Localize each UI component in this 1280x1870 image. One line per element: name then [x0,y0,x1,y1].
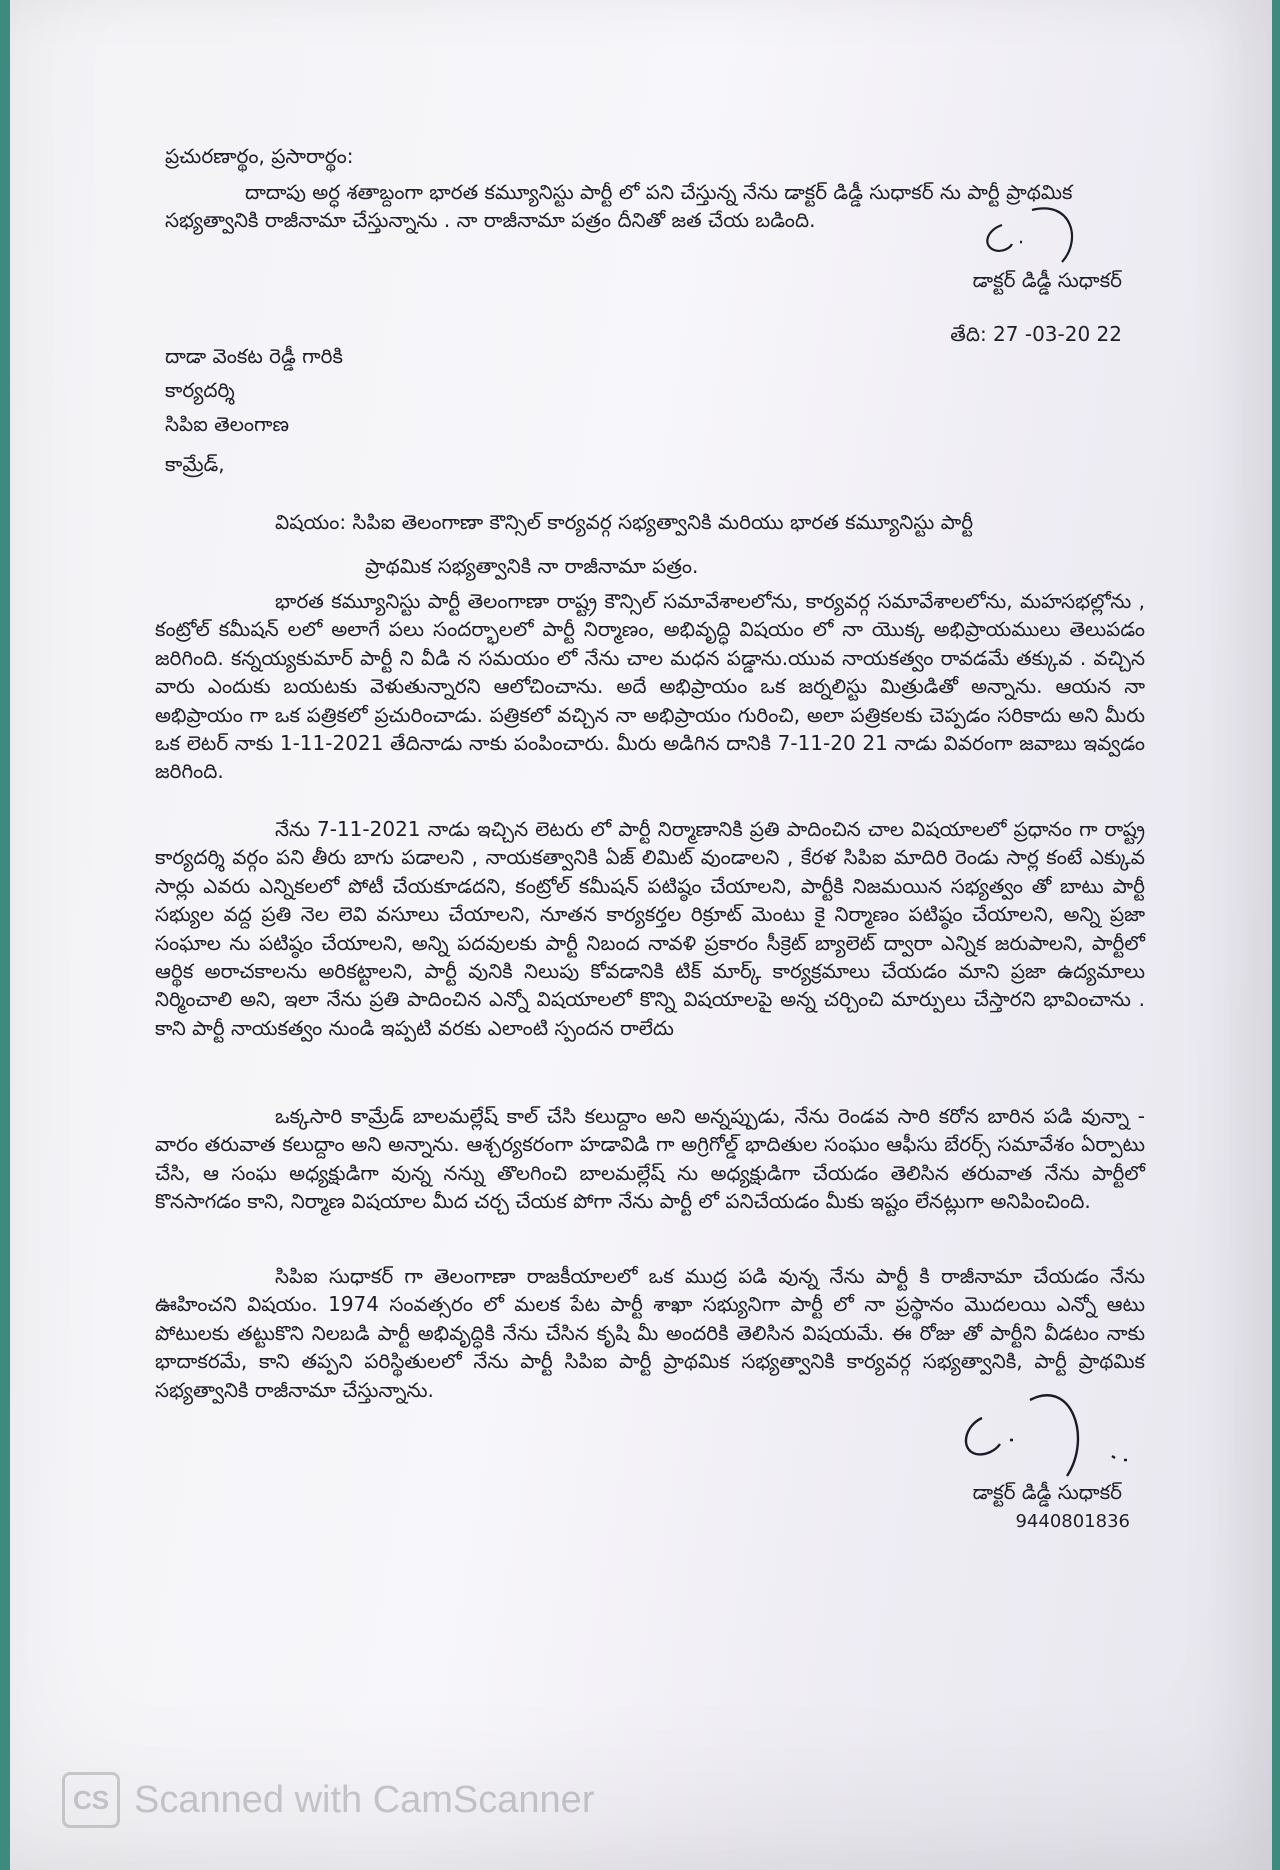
subject-line-1: విషయం: సిపిఐ తెలంగాణా కౌన్సిల్ కార్యవర్గ సభ్యత్వానికి మరియు భారత కమ్యూనిస్టు పార్టీ [275,510,974,534]
body-paragraph: భారత కమ్యూనిస్టు పార్టీ తెలంగాణా రాష్ట్ర కౌన్సిల్ సమావేశాలలోను, కార్యవర్గ సమావేశాలలోను, మహసభల్లోను , కంట్రోల్ కమీషన్ లలో అలాగే పలు సందర్భాలలో పార్టీ నిర్మాణం, అభివృద్ధి విషయం లో నా యొక్క అభిప్రాయములు తెలుపడం జరిగింది. కన్నయ్యకుమార్ పార్టీ ని వీడి న సమయం లో నేను చాల మధన పడ్డాను.యువ నాయకత్వం రావడమే తక్కువ . వచ్చిన వారు ఎందుకు బయటకు వెళుతున్నారని ఆలోచించాను. అదే అభిప్రాయం ఒక జర్నలిస్టు మిత్రుడితో అన్నాను. ఆయన నా అభిప్రాయం గా ఒక పత్రికలో ప్రచురించాడు. పత్రికలో వచ్చిన నా అభిప్రాయం గురించి, అలా పత్రికలకు చెప్పడం సరికాదు అని మీరు ఒక లెటర్ నాకు 1-11-2021 తేదినాడు నాకు పంపించారు. మీరు అడిగిన దానికి 7-11-20 21 నాడు వివరంగా జవాబు ఇవ్వడం జరిగింది. [155,589,1145,784]
subject-line-2: ప్రాథమిక సభ్యత్వానికి నా రాజీనామా పత్రం. [365,554,699,578]
signatory-name-bottom: డాక్టర్ డిడ్డీ సుధాకర్ [972,1480,1122,1504]
recipient-address [165,342,343,444]
signature-bottom [942,1378,1142,1488]
body-paragraph: సిపిఐ సుధాకర్ గా తెలంగాణా రాజకీయాలలో ఒక ముద్ర పడి వున్న నేను పార్టీ కి రాజీనామా చేయడం నేను ఊహించని విషయం. 1974 సంవత్సరం లో మలక పేట పార్టీ శాఖా సభ్యునిగా పార్టీ లో నా ప్రస్థానం మొదలయి ఎన్నో ఆటు పోటులకు తట్టుకొని నిలబడి పార్టీ అభివృద్ధికి నేను చేసిన కృషి మీ అందరికి తెలిసిన విషయమే. ఈ రోజు తో పార్టీని వీడటం నాకు భాదాకరమే, కాని తప్పని పరిస్థితులలో నేను పార్టీ సిపిఐ పార్టీ ప్రాథమిక సభ్యత్వానికి కార్యవర్గ సభ్యత్వానికి, పార్టీ ప్రాథమిక సభ్యత్వానికి రాజీనామా చేస్తున్నాను. [155,1264,1145,1402]
watermark-text: Scanned with CamScanner [134,1778,595,1821]
signature-top [962,200,1112,270]
body-paragraph: ఒక్కసారి కామ్రేడ్ బాలమల్లేష్ కాల్ చేసి కలుద్దాం అని అన్నప్పుడు, నేను రెండవ సారి కరోన బారిన పడి వున్నా - వారం తరువాత కలుద్దాం అని అన్నాను. ఆశ్చర్యకరంగా హడావిడి గా అగ్రిగోల్డ్ భాదితుల సంఘం ఆఫీసు బేరర్స్ సమావేశం ఏర్పాటు చేసి, ఆ సంఘ అధ్యక్షుడిగా వున్న నన్ను తొలగించి బాలమల్లేష్ ను అధ్యక్షుడిగా చేయడం తెలిసిన తరువాత నేను పార్టీలో కొనసాగడం కాని, నిర్మాణ విషయాల మీద చర్చ చేయక పోగా నేను పార్టీ లో పనిచేయడం మీకు ఇష్టం లేనట్లుగా అనిపించింది. [155,1104,1145,1214]
letter-heading: ప్రచురణార్థం, ప్రసారార్థం: [165,144,354,168]
recipient-name: దాడా వెంకట రెడ్డీ గారికి [165,344,343,368]
recipient-org: సిపిఐ తెలంగాణ [165,412,289,436]
body-paragraph: నేను 7-11-2021 నాడు ఇచ్చిన లెటరు లో పార్టీ నిర్మాణానికి ప్రతి పాదించిన చాల విషయాలలో ప్రధానం గా రాష్ట్ర కార్యదర్శి వర్గం పని తీరు బాగు పడాలని , నాయకత్వానికి ఏజ్ లిమిట్ వుండాలని , కేరళ సిపిఐ మాదిరి రెండు సార్ల కంటే ఎక్కువ సార్లు ఎవరు ఎన్నికలలో పోటీ చేయకూడదని, కంట్రోల్ కమీషన్ పటిష్ఠం చేయాలని, పార్టీకి నిజమయిన సభ్యత్వం తో బాటు పార్టీ సభ్యుల వద్ద ప్రతి నెల లెవి వసూలు చేయాలని, నూతన కార్యకర్తల రిక్రూట్ మెంటు కై నిర్మాణం పటిష్ఠం చేయాలని, అన్ని ప్రజా సంఘాల ను పటిష్ఠం చేయాలని, అన్ని పదవులకు పార్టీ నిబంద నావళి ప్రకారం సీక్రెట్ బ్యాలెట్ ద్వారా ఎన్నిక జరుపాలని, పార్టీలో ఆర్థిక అరాచకాలను అరికట్టాలని, పార్టీ వునికి నిలుపు కోవడానికి టిక్ మార్క్ కార్యక్రమాలు చేయడం మాని ప్రజా ఉద్యమాలు నిర్మించాలి అని, ఇలా నేను ప్రతి పాదించిన ఎన్నో విషయాలలో కొన్ని విషయాలపై అన్న చర్చించి మార్పులు చేస్తారని భావించాను . కాని పార్టీ నాయకత్వం నుండి ఇప్పటి వరకు ఎలాంటి స్పందన రాలేదు [155,817,1145,1040]
signatory-name-top: డాక్టర్ డిడ్డీ సుధాకర్ [972,268,1122,292]
camscanner-watermark [62,1772,594,1828]
phone-number: 9440801836 [1015,1511,1130,1532]
salutation: కామ్రేడ్, [165,452,225,476]
letter-page [10,0,1272,1870]
intro-paragraph: దాదాపు అర్ధ శతాబ్దంగా భారత కమ్యూనిస్టు పార్టీ లో పని చేస్తున్న నేను డాక్టర్ డిడ్డీ సుధాకర్ ను పార్టీ ప్రాథమిక సభ్యత్వానికి రాజీనామా చేస్తున్నాను . నా రాజీనామా పత్రం దీనితో జత చేయ బడింది. [165,180,1073,232]
recipient-title: కార్యదర్శి [165,378,235,402]
letter-date: తేది: 27 -03-20 22 [950,322,1122,346]
camscanner-logo-icon: CS [62,1772,120,1828]
subject-line [275,500,1095,588]
